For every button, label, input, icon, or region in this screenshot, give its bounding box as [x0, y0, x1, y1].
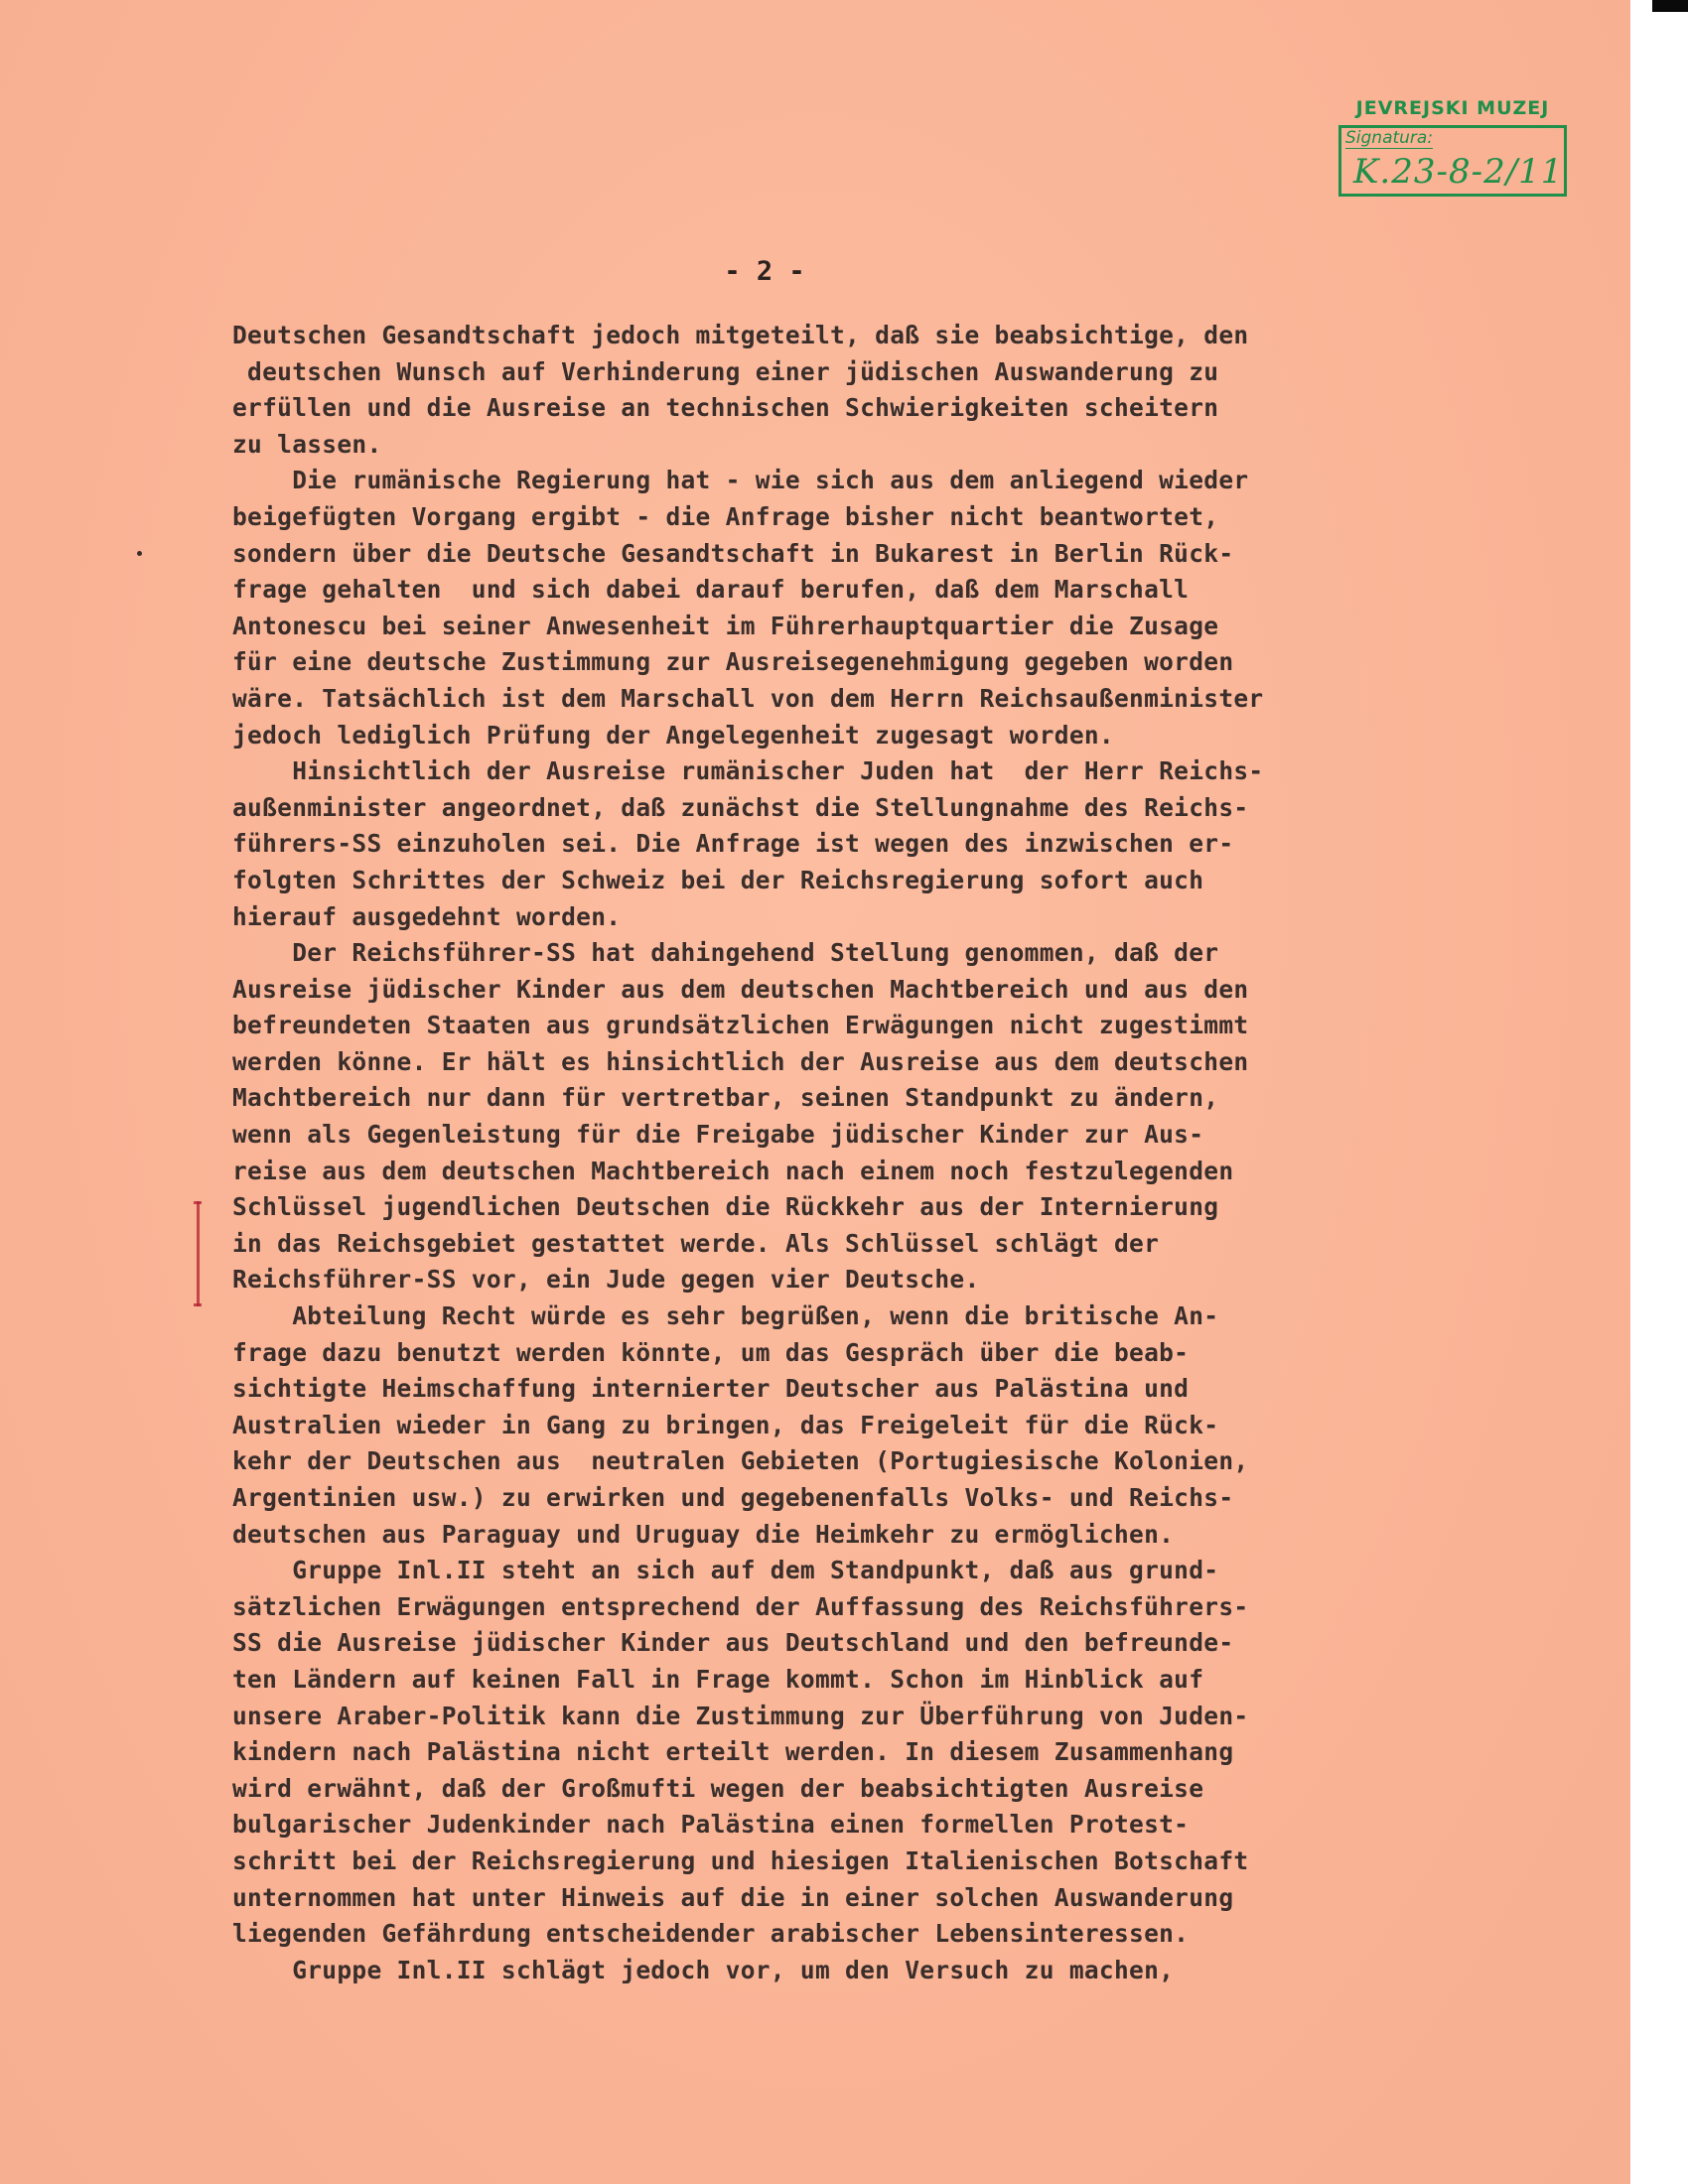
text-line: befreundeten Staaten aus grundsätzlichen Erwägungen nicht zugestimmt — [232, 1011, 1249, 1040]
margin-marker-tick — [194, 1303, 202, 1306]
text-line: Abteilung Recht würde es sehr begrüßen, wenn die britische An- — [232, 1301, 1219, 1331]
text-line: Die rumänische Regierung hat - wie sich aus dem anliegend wieder — [232, 466, 1249, 495]
text-line: sätzlichen Erwägungen entsprechend der Auffassung des Reichsführers- — [232, 1591, 1249, 1621]
text-line: Machtbereich nur dann für vertretbar, seinen Standpunkt zu ändern, — [232, 1083, 1219, 1113]
page-number: - 2 - — [724, 256, 805, 287]
text-line: Reichsführer-SS vor, ein Jude gegen vier Deutsche. — [232, 1265, 980, 1295]
text-line: kindern nach Palästina nicht erteilt werden. In diesem Zusammenhang — [232, 1737, 1234, 1767]
text-line: SS die Ausreise jüdischer Kinder aus Deutschland und den befreunde- — [232, 1628, 1234, 1658]
text-line: reise aus dem deutschen Machtbereich nach einem noch festzulegenden — [232, 1156, 1234, 1185]
text-line: sondern über die Deutsche Gesandtschaft in Bukarest in Berlin Rück- — [232, 538, 1234, 568]
text-line: liegenden Gefährdung entscheidender arabischer Lebensinteressen. — [232, 1919, 1190, 1949]
text-line: unternommen hat unter Hinweis auf die in einer solchen Auswanderung — [232, 1882, 1234, 1912]
scan-corner-mark — [1652, 0, 1688, 12]
text-line: Argentinien usw.) zu erwirken und gegebenenfalls Volks- und Reichs- — [232, 1483, 1234, 1512]
text-line: deutschen aus Paraguay und Uruguay die Heimkehr zu ermöglichen. — [232, 1519, 1175, 1549]
text-line: unsere Araber-Politik kann die Zustimmung zur Überführung von Juden- — [232, 1701, 1249, 1730]
text-line: wäre. Tatsächlich ist dem Marschall von dem Herrn Reichsaußenminister — [232, 683, 1264, 713]
text-line: Deutschen Gesandtschaft jedoch mitgeteilt, daß sie beabsichtige, den — [232, 321, 1249, 349]
text-line: deutschen Wunsch auf Verhinderung einer jüdischen Auswanderung zu — [232, 356, 1219, 386]
text-line: schritt bei der Reichsregierung und hiesigen Italienischen Botschaft — [232, 1845, 1249, 1875]
archive-stamp — [1338, 97, 1567, 197]
stamp-signature-label: Signatura: — [1345, 128, 1434, 148]
stamp-signature-number: K.23-8-2/11 — [1353, 152, 1564, 192]
text-line: hierauf ausgedehnt worden. — [232, 901, 622, 931]
text-line: Gruppe Inl.II steht an sich auf dem Standpunkt, daß aus grund- — [232, 1556, 1219, 1585]
text-line: ten Ländern auf keinen Fall in Frage kommt. Schon im Hinblick auf — [232, 1664, 1204, 1694]
text-line: wird erwähnt, daß der Großmufti wegen der beabsichtigten Ausreise — [232, 1773, 1204, 1803]
text-line: frage dazu benutzt werden könnte, um das Gespräch über die beab- — [232, 1337, 1190, 1367]
text-line: wenn als Gegenleistung für die Freigabe jüdischer Kinder zur Aus- — [232, 1120, 1204, 1150]
text-line: in das Reichsgebiet gestattet werde. Als Schlüssel schlägt der — [232, 1228, 1160, 1258]
text-line: jedoch lediglich Prüfung der Angelegenheit zugesagt worden. — [232, 720, 1114, 750]
text-line: Australien wieder in Gang zu bringen, das Freigeleit für die Rück- — [232, 1410, 1219, 1439]
text-line: beigefügten Vorgang ergibt - die Anfrage bisher nicht beantwortet, — [232, 501, 1219, 531]
text-line: Ausreise jüdischer Kinder aus dem deutschen Machtbereich und aus den — [232, 974, 1249, 1004]
text-line: kehr der Deutschen aus neutralen Gebieten (Portugiesische Kolonien, — [232, 1446, 1249, 1476]
text-line: sichtigte Heimschaffung internierter Deutscher aus Palästina und — [232, 1374, 1190, 1404]
text-line: Gruppe Inl.II schlägt jedoch vor, um den Versuch zu machen, — [232, 1955, 1175, 1984]
ink-dot — [137, 551, 142, 556]
stamp-signature-box — [1338, 125, 1567, 197]
margin-marker-line — [197, 1201, 200, 1306]
text-line: werden könne. Er hält es hinsichtlich der Ausreise aus dem deutschen — [232, 1046, 1249, 1076]
text-line: führers-SS einzuholen sei. Die Anfrage ist wegen des inzwischen er- — [232, 829, 1234, 859]
text-line: außenminister angeordnet, daß zunächst die Stellungnahme des Reichs- — [232, 792, 1249, 822]
text-line: Antonescu bei seiner Anwesenheit im Führerhauptquartier die Zusage — [232, 611, 1219, 640]
text-line: Schlüssel jugendlichen Deutschen die Rückkehr aus der Internierung — [232, 1192, 1219, 1222]
text-line: bulgarischer Judenkinder nach Palästina einen formellen Protest- — [232, 1810, 1190, 1840]
text-line: zu lassen. — [232, 429, 382, 459]
margin-marker-tick — [194, 1201, 202, 1204]
text-line: Hinsichtlich der Ausreise rumänischer Juden hat der Herr Reichs- — [232, 756, 1264, 786]
stamp-museum-name: JEVREJSKI MUZEJ — [1355, 97, 1550, 119]
text-line: folgten Schrittes der Schweiz bei der Reichsregierung sofort auch — [232, 865, 1204, 894]
text-line: Der Reichsführer-SS hat dahingehend Stellung genommen, daß der — [232, 938, 1219, 968]
text-line: erfüllen und die Ausreise an technischen Schwierigkeiten scheitern — [232, 393, 1219, 423]
text-line: frage gehalten und sich dabei darauf berufen, daß dem Marschall — [232, 575, 1190, 605]
text-line: für eine deutsche Zustimmung zur Ausreisegenehmigung gegeben worden — [232, 647, 1234, 677]
document-body — [232, 318, 1483, 1988]
